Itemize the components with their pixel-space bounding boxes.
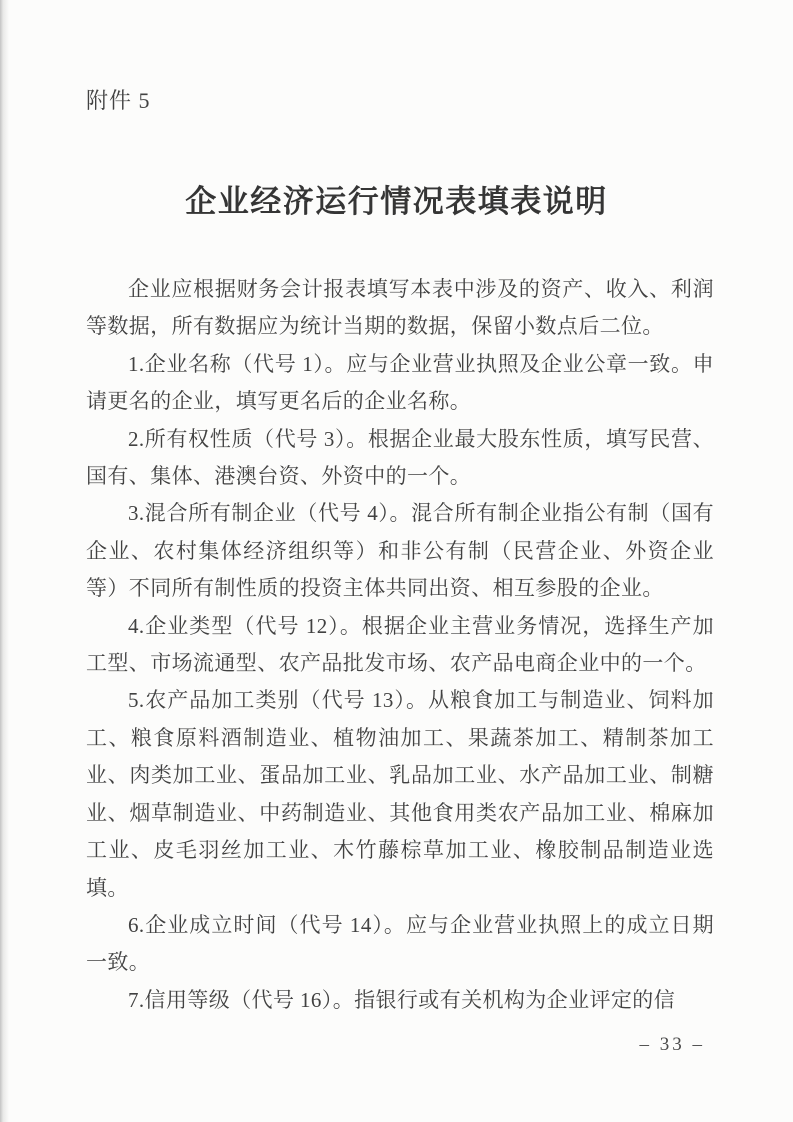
item-3-mixed-ownership: 3.混合所有制企业（代号 4）。混合所有制企业指公有制（国有企业、农村集体经济组织等）和非公有制（民营企业、外资企业等）不同所有制性质的投资主体共同出资、相互参股的企业。 [86, 501, 714, 601]
page-number: – 33 – [639, 1034, 705, 1055]
scan-edge [0, 0, 9, 1122]
attachment-label: 附件 5 [86, 88, 151, 113]
item-6-establishment-date: 6.企业成立时间（代号 14）。应与企业营业执照上的成立日期一致。 [86, 912, 714, 975]
item-5-processing-category: 5.农产品加工类别（代号 13）。从粮食加工与制造业、饲料加工、粮食原料酒制造业、植物油加工、果蔬茶加工、精制茶加工业、肉类加工业、蛋品加工业、乳品加工业、水产品加工业、制糖业、烟草制造业、中药制造业、其他食用类农产品加工业、棉麻加工业、皮毛羽丝加工业、木竹藤棕草加工业、橡胶制品制造业选填。 [86, 688, 714, 900]
item-7-credit-rating: 7.信用等级（代号 16）。指银行或有关机构为企业评定的信 [128, 987, 676, 1012]
item-1-enterprise-name: 1.企业名称（代号 1）。应与企业营业执照及企业公章一致。申请更名的企业，填写更名后的企业名称。 [86, 351, 714, 414]
intro-paragraph: 企业应根据财务会计报表填写本表中涉及的资产、收入、利润等数据，所有数据应为统计当期的数据，保留小数点后二位。 [86, 277, 714, 339]
item-2-ownership-nature: 2.所有权性质（代号 3）。根据企业最大股东性质，填写民营、国有、集体、港澳台资、外资中的一个。 [86, 426, 714, 489]
item-4-enterprise-type: 4.企业类型（代号 12）。根据企业主营业务情况，选择生产加工型、市场流通型、农产品批发市场、农产品电商企业中的一个。 [86, 613, 714, 676]
document-title: 企业经济运行情况表填表说明 [185, 184, 608, 219]
document-body [86, 271, 714, 1019]
